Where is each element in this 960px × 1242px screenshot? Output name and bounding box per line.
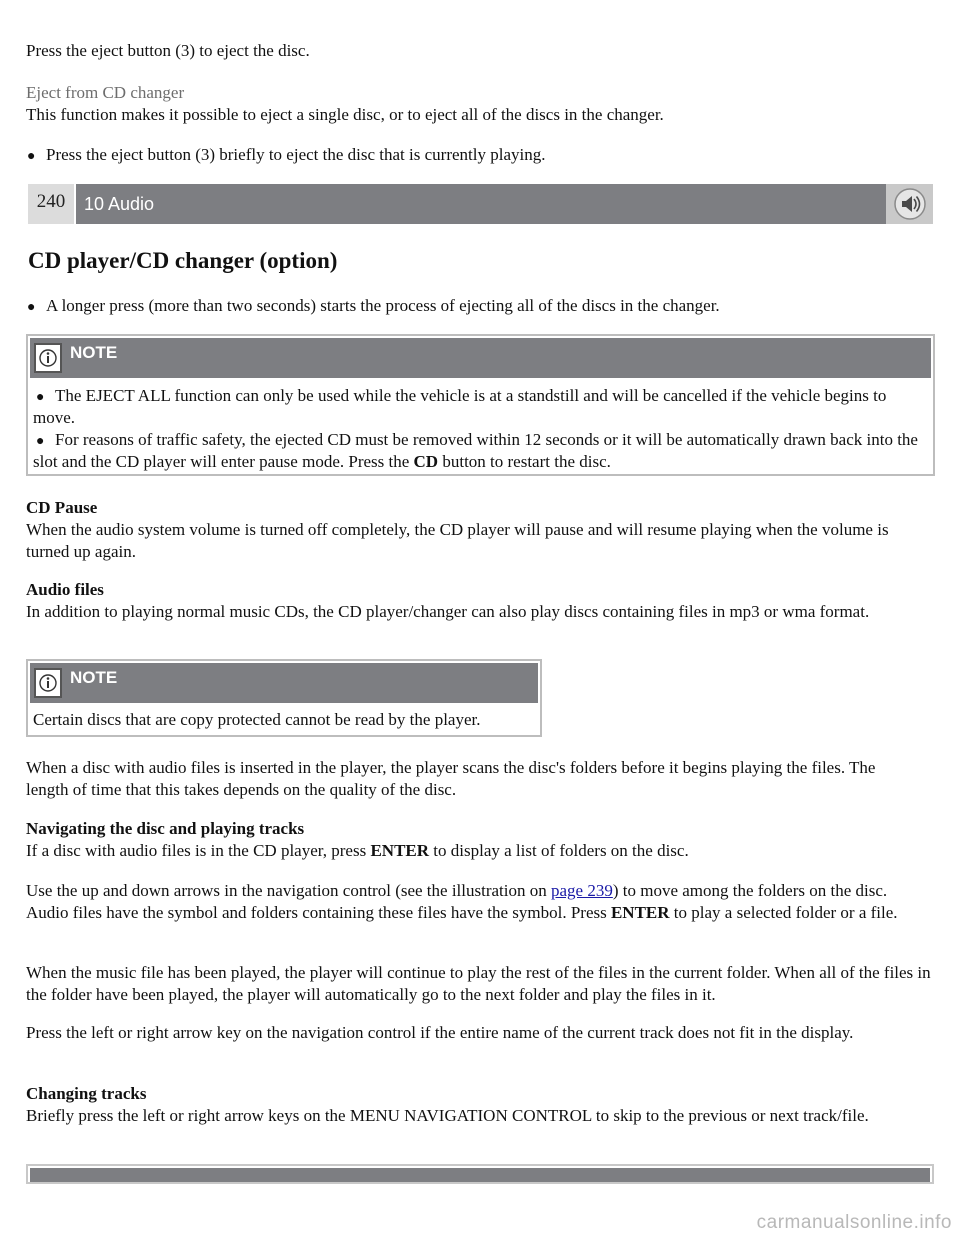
note-eject-all-text: The EJECT ALL function can only be used while the vehicle is at a standstill and will be cancelled if the vehicle begins to move. [33,386,887,427]
section-title: CD player/CD changer (option) [28,248,338,273]
bullet-eject-all: A longer press (more than two seconds) starts the process of ejecting all of the discs in the changer. [46,296,720,315]
note-header [30,338,931,378]
navigating-body: If a disc with audio files is in the CD player, press ENTER to display a list of folders on the disc. [26,841,689,860]
cd-pause-body: When the audio system volume is turned off completely, the CD player will pause and will resume playing when the volume is turned up again. [26,520,889,561]
bullet-dot: ● [36,390,45,405]
note-box [26,659,542,737]
arrows-text: Use the up and down arrows in the navigation control (see the illustration on page 239) to move among the folders on the disc. Audio files have the symbol and folders containing these files have the symbol. Press ENTER to play a selected folder or a file. [26,881,898,922]
eject-changer-heading: Eject from CD changer [26,83,185,102]
speaker-icon [893,187,927,221]
bullet-dot: ● [27,149,36,164]
left-right-text: Press the left or right arrow key on the navigation control if the entire name of the current track does not fit in the display. [26,1023,854,1042]
continue-text: When the music file has been played, the player will continue to play the rest of the files in the current folder. When all of the files in the folder have been played, the player will automatically go to the next folder and play the files in it. [26,963,931,1004]
audio-files-heading: Audio files [26,580,104,599]
watermark: carmanualsonline.info [756,1212,952,1233]
bullet-eject-brief: Press the eject button (3) briefly to eject the disc that is currently playing. [46,145,546,164]
chapter-title: 10 Audio [76,184,886,224]
changing-tracks-body: Briefly press the left or right arrow keys on the MENU NAVIGATION CONTROL to skip to the previous or next track/file. [26,1106,869,1125]
eject-changer-body: This function makes it possible to eject a single disc, or to eject all of the discs in the changer. [26,105,664,124]
scan-text: When a disc with audio files is inserted in the player, the player scans the disc's folders before it begins playing the files. The length of time that this takes depends on the quality of the disc. [26,758,876,799]
info-icon [34,668,62,698]
enter-key-label: ENTER [370,841,430,860]
page-number: 240 [28,184,74,224]
chapter-header [28,184,933,224]
cd-pause-heading: CD Pause [26,498,98,517]
footer-bar [26,1164,934,1184]
audio-files-body: In addition to playing normal music CDs, the CD player/changer can also play discs containing files in mp3 or wma format. [26,602,870,621]
note-label: NOTE [70,343,118,362]
note-copy-protected-text: Certain discs that are copy protected cannot be read by the player. [33,710,481,729]
note-box [26,334,935,476]
eject-instruction: Press the eject button (3) to eject the disc. [26,41,310,60]
changing-tracks-heading: Changing tracks [26,1084,147,1103]
chapter-icon-box [886,184,933,224]
cd-button-label: CD [413,452,439,471]
note-header [30,663,538,703]
navigating-heading: Navigating the disc and playing tracks [26,819,305,838]
page-239-link[interactable]: page 239 [551,881,613,900]
footer-bar-fill [30,1168,930,1182]
note-label: NOTE [70,668,118,687]
note-traffic-safety-text: For reasons of traffic safety, the ejected CD must be removed within 12 seconds or it will be automatically drawn back into the slot and the CD player will enter pause mode. Press the CD button to restart the disc. [33,430,918,471]
info-icon [34,343,62,373]
enter-key-label: ENTER [610,903,670,922]
bullet-dot: ● [27,300,36,315]
bullet-dot: ● [36,434,45,449]
